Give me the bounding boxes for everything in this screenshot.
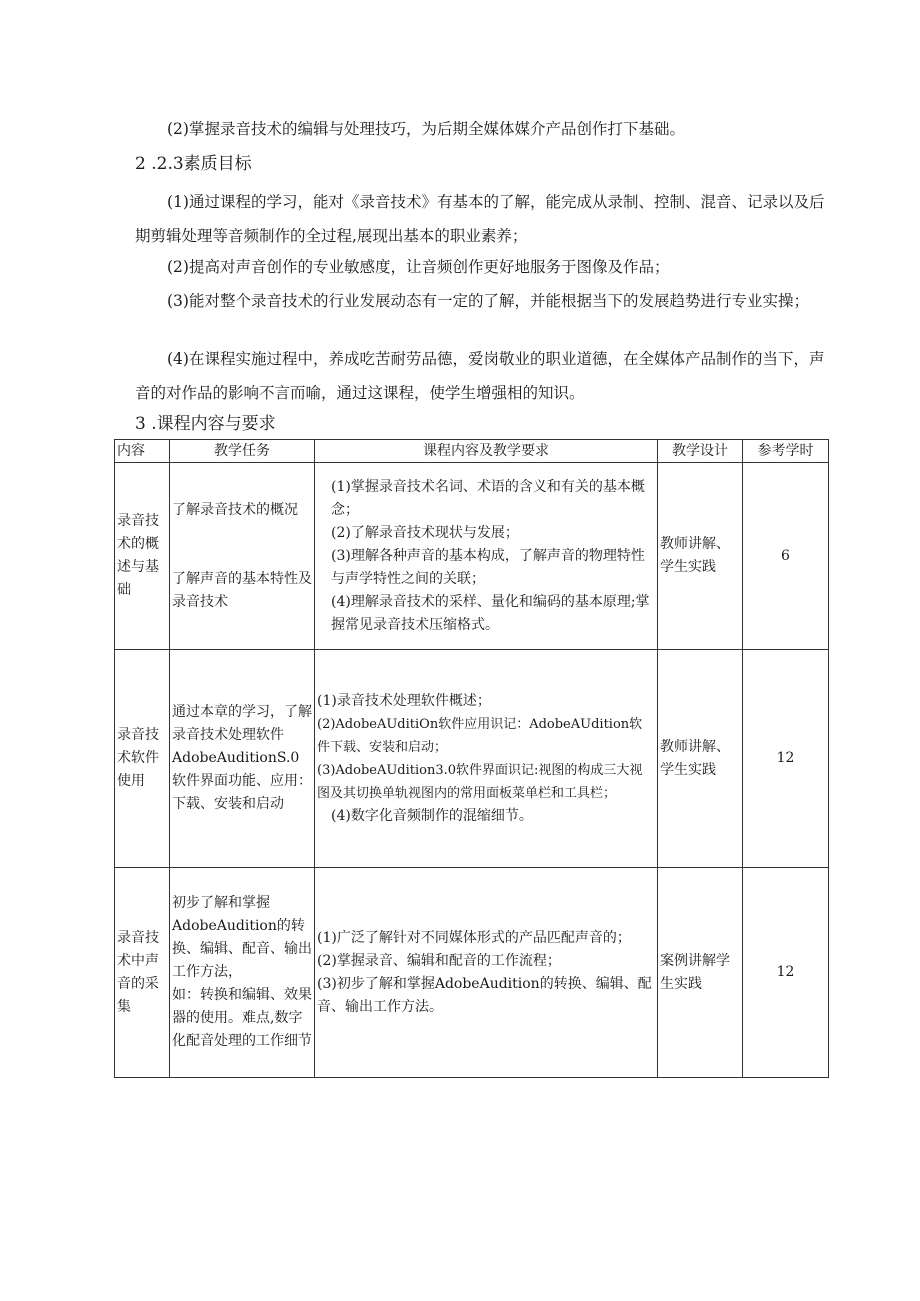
header-requirements: 课程内容及教学要求 (315, 440, 658, 463)
goal-paragraph-2: (2)提高对声音创作的专业敏感度，让音频创作更好地服务于图像及作品； (167, 258, 670, 276)
task-line: 如：转换和编辑、效果器的使用。难点,数字化配音处理的工作细节 (172, 987, 312, 1049)
task-line: 通过本章的学习，了解录音技术处理软件AdobeAuditionS.0软件界面功能、应用：下载、安装和启动 (172, 704, 312, 812)
goal-paragraph-3: (3)能对整个录音技术的行业发展动态有一定的了解，并能根据当下的发展趋势进行专业实操； (167, 292, 809, 310)
course-content-table (114, 439, 829, 1078)
row-hours: 12 (743, 868, 829, 1078)
header-content: 内容 (115, 440, 170, 463)
row-hours: 12 (743, 650, 829, 868)
goal-paragraph-1: (1)通过课程的学习，能对《录音技术》有基本的了解，能完成从录制、控制、混音、记录以及后期剪辑处理等音频制作的全过程,展现出基本的职业素养； (135, 193, 825, 245)
row-tasks (170, 463, 315, 650)
header-design: 教学设计 (658, 440, 743, 463)
requirement-line: (1)掌握录音技术名词、术语的含义和有关的基本概念； (331, 478, 645, 518)
section-heading-3: 3 .课程内容与要求 (135, 414, 276, 434)
task-line: 了解声音的基本特性及录音技术 (172, 570, 312, 610)
row-tasks (170, 650, 315, 868)
table-header-row (115, 440, 829, 463)
row-design: 教师讲解、学生实践 (658, 650, 743, 868)
requirement-line: (4)理解录音技术的采样、量化和编码的基本原理;掌握常见录音技术压缩格式。 (331, 593, 650, 633)
requirement-line: (2)了解录音技术现状与发展； (331, 524, 519, 541)
goal-paragraph-4: (4)在课程实施过程中，养成吃苦耐劳品德，爱岗敬业的职业道德，在全媒体产品制作的当下，声音的对作品的影响不言而喻，通过这课程，使学生增强相的知识。 (135, 350, 825, 402)
table-row (115, 463, 829, 650)
row-content: 录音技术软件使用 (115, 650, 170, 868)
table-row (115, 650, 829, 868)
row-requirements (315, 463, 658, 650)
requirement-line: (3)AdobeAUdition3.0软件界面识记:视图的构成三大视图及其切换单轨视图内的常用面板菜单栏和工具栏； (317, 762, 643, 801)
row-requirements (315, 650, 658, 868)
row-design: 案例讲解学生实践 (658, 868, 743, 1078)
requirement-line: (3)理解各种声音的基本构成，了解声音的物理特性与声学特性之间的关联； (331, 547, 645, 587)
task-line: 初步了解和掌握AdobeAudition的转换、编辑、配音、输出工作方法， (172, 895, 312, 980)
header-hours: 参考学时 (743, 440, 829, 463)
requirement-line: (1)录音技术处理软件概述； (317, 692, 491, 709)
requirement-line: (4)数字化音频制作的混缩细节。 (331, 807, 533, 824)
row-content: 录音技术中声音的采集 (115, 868, 170, 1078)
requirement-line: (1)广泛了解针对不同媒体形式的产品匹配声音的； (317, 929, 631, 946)
task-line: 了解录音技术的概况 (172, 501, 298, 518)
table-row (115, 868, 829, 1078)
section-heading-2-2-3: 2 .2.3素质目标 (135, 154, 252, 174)
row-content: 录音技术的概述与基础 (115, 463, 170, 650)
row-hours: 6 (743, 463, 829, 650)
row-design: 教师讲解、学生实践 (658, 463, 743, 650)
header-task: 教学任务 (170, 440, 315, 463)
objective-2-paragraph: (2)掌握录音技术的编辑与处理技巧，为后期全媒体媒介产品创作打下基础。 (167, 120, 685, 138)
requirement-line: (2)掌握录音、编辑和配音的工作流程； (317, 952, 561, 969)
row-requirements (315, 868, 658, 1078)
requirement-line: (2)AdobeAUditiOn软件应用识记：AdobeAUdition软件下载、安装和启动； (317, 716, 643, 755)
requirement-line: (3)初步了解和掌握AdobeAudition的转换、编辑、配音、输出工作方法。 (317, 975, 652, 1015)
row-tasks (170, 868, 315, 1078)
